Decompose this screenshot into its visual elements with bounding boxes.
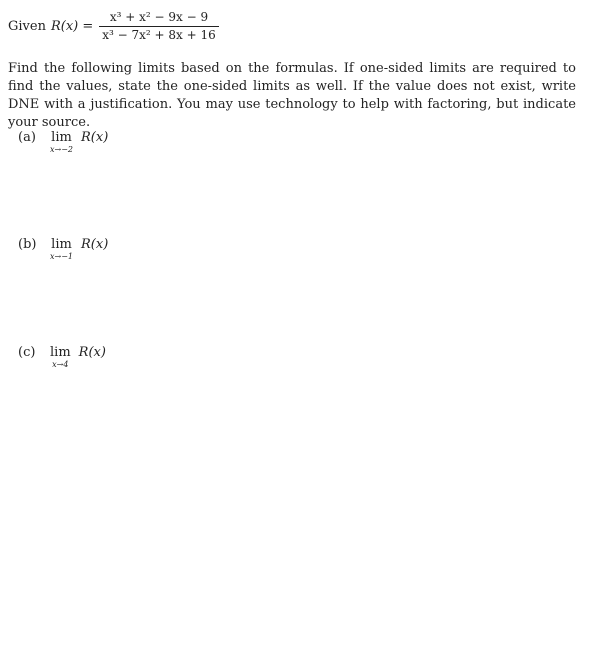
given-function bbox=[8, 10, 219, 43]
limit-approach: x→−2 bbox=[50, 145, 74, 154]
function-name: R(x) = bbox=[50, 19, 94, 34]
expression-text: R(x) bbox=[81, 130, 109, 145]
lim-word: lim bbox=[51, 237, 72, 252]
fraction-numerator: x³ + x² − 9x − 9 bbox=[109, 10, 209, 24]
instructions-paragraph: Find the following limits based on the formulas. If one-sided limits are required to find the values, state the one-sided limits as well. If the value does not exist, write DNE with a justification. You may use technology to help with factoring, but indicate your source. bbox=[8, 61, 576, 130]
fraction-bar bbox=[99, 26, 219, 27]
part-a bbox=[18, 130, 108, 154]
limit-approach: x→4 bbox=[52, 360, 69, 369]
part-b bbox=[18, 237, 108, 261]
part-label: (c) bbox=[18, 345, 36, 360]
limit-operator bbox=[50, 130, 73, 154]
part-c bbox=[18, 345, 106, 369]
limit-operator bbox=[50, 237, 73, 261]
expression-text: R(x) bbox=[81, 237, 109, 252]
limit-approach: x→−1 bbox=[50, 252, 74, 261]
fraction-denominator: x³ − 7x² + 8x + 16 bbox=[102, 28, 216, 42]
given-prefix: Given bbox=[8, 19, 46, 34]
limit-expression bbox=[79, 345, 106, 361]
lim-word: lim bbox=[51, 130, 72, 145]
part-label: (a) bbox=[18, 130, 36, 145]
limit-expression bbox=[81, 130, 108, 146]
expression-text: R(x) bbox=[78, 345, 106, 360]
part-label: (b) bbox=[18, 237, 37, 252]
limit-expression bbox=[81, 237, 108, 253]
lim-word: lim bbox=[50, 345, 71, 360]
rational-fraction bbox=[99, 10, 219, 43]
limit-operator bbox=[50, 345, 71, 369]
